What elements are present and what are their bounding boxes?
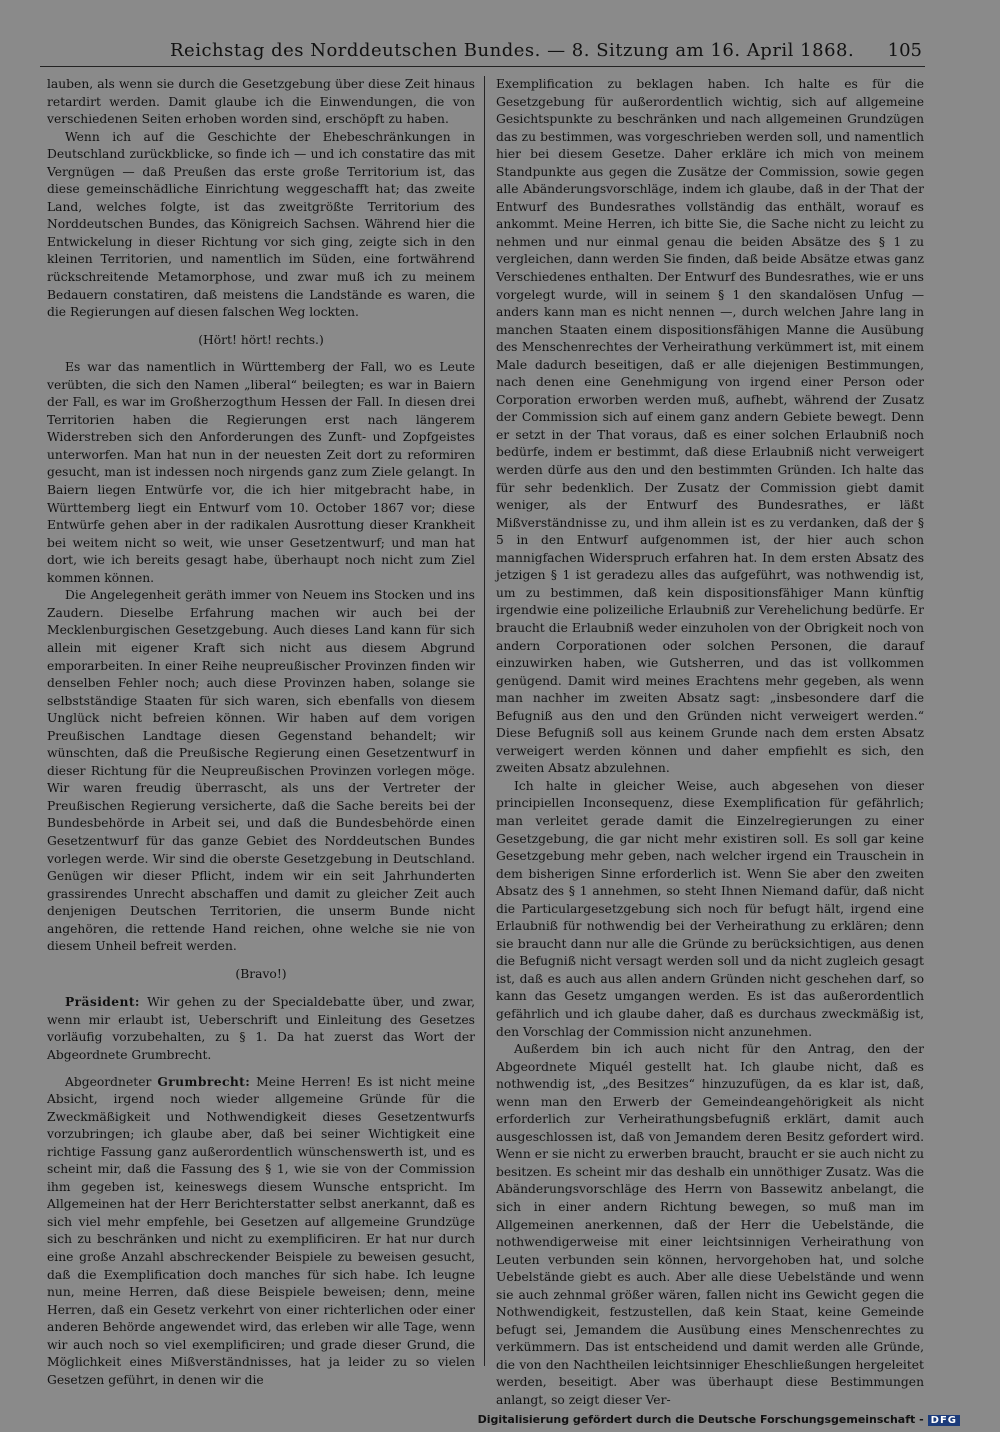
speaker-name: Grumbrecht: [157,1073,251,1089]
page-number: 105 [887,40,922,61]
speech-text: Meine Herren! Es ist nicht meine Absicht, irgend noch wieder allgemeine Gründe für die Zweckmäßigkeit und Nothwendigkeit dieses Gesetzentwurfs vorzubringen; ich glaube aber, daß bei seiner Wichtigkeit eine richtige Fassung ganz außerordentlich wünschenswerth ist, und es scheint mir, daß die Fassung des § 1, wie sie von der Commission ihm gegeben ist, keineswegs diesem Wunsche entspricht. Im Allgemeinen hat der Herr Berichterstatter selbst anerkannt, daß es sich viel mehr empfehle, bei Gesetzen auf allgemeine Grundzüge sich zu beschränken und nicht zu exemplificiren. Er hat nur durch eine große Anzahl abschreckender Beispiele zu beweisen gesucht, daß die Exemplification doch manches für sich habe. Ich leugne nun, meine Herren, daß diese Beispiele beweisen; denn, meine Herren, daß ein Gesetz verkehrt von einer richterlichen oder einer anderen Behörde angewendet wird, das erleben wir alle Tage, wenn wir auch noch so viel exemplificiren; und grade dieser Grund, die Möglichkeit eines Mißverständnisses, hat ja leider zu so vielen Gesetzen geführt, in denen wir die [47,1074,475,1387]
dfg-logo: DFG [928,1415,960,1426]
interjection: (Hört! hört! rechts.) [198,332,324,347]
paragraph: lauben, als wenn sie durch die Gesetzgebung über diese Zeit hinaus retardirt werden. Damit glaube ich die Einwendungen, die von verschiedenen Seiten erhoben worden sind, erschöpft zu haben. [47,77,475,127]
paragraph: Es war das namentlich in Württemberg der Fall, wo es Leute verübten, die sich den Namen „liberal“ beilegten; es war in Baiern der Fall, es war im Großherzogthum Hessen der Fall. In diesen drei Territorien haben die Regierungen erst nach längerem Widerstreben sich den Anforderungen des Zunft- und Zopfgeistes unterworfen. Man hat nun in der neuesten Zeit dort zu reformiren gesucht, man ist indessen noch nirgends ganz zum Ziele gelangt. In Baiern liegen Entwürfe vor, die ich hier mitgebracht habe, in Württemberg liegt ein Entwurf vom 10. October 1867 vor; diese Entwürfe gehen aber in der radikalen Ausrottung dieser Krankheit bei weitem nicht so weit, wie unser Gesetzentwurf; und man hat dort, wie ich bereits gesagt habe, überhaupt noch nicht zum Ziel kommen können. [47,360,475,585]
paragraph: Wenn ich auf die Geschichte der Ehebeschränkungen in Deutschland zurückblicke, so finde ich — und ich constatire das mit Vergnügen — daß Preußen das erste große Territorium ist, das diese gemeinschädliche Einrichtung weggeschafft hat; das zweite Land, welches folgte, ist das zweitgrößte Territorium des Norddeutschen Bundes, das Königreich Sachsen. Während hier die Entwickelung in dieser Richtung vor sich ging, zeigte sich in den kleinen Territorien, und namentlich im Süden, eine fortwährend rückschreitende Metamorphose, und zwar muß ich zu meinem Bedauern constatiren, daß meistens die Landstände es waren, die die Regierungen auf diesen falschen Weg lockten. [47,129,475,320]
column-divider [484,76,485,1366]
paragraph: Exemplification zu beklagen haben. Ich halte es für die Gesetzgebung für außerordentlich wichtig, sich auf allgemeine Gesichtspunkte zu beschränken und nach allgemeinen Grundzügen das zu bestimmen, was vorgeschrieben werden soll, und namentlich hier bei diesem Gesetze. Daher erkläre ich mich von meinem Standpunkte aus gegen die Zusätze der Commission, sowie gegen alle Abänderungsvorschläge, indem ich glaube, daß in der That der Entwurf des Bundesrathes vollständig das enthält, worauf es ankommt. Meine Herren, ich bitte Sie, die Sache nicht zu leicht zu nehmen und nur einmal genau die beiden Absätze des § 1 zu vergleichen, dann werden Sie finden, daß beide Absätze etwas ganz Verschiedenes enthalten. Der Entwurf des Bundesrathes, wie er uns vorgelegt wurde, will in seinem § 1 den skandalösen Unfug — anders kann man es nicht nennen —, durch welchen Jahre lang in manchen Staaten einem dispositionsfähigen Manne die Ausübung des Menschenrechtes der Verheirathung verkümmert ist, mit einem Male dadurch beseitigen, daß er alle diejenigen Bestimmungen, nach denen eine Genehmigung von irgend einer Person oder Corporation erworben werden muß, aufhebt, während der Zusatz der Commission sich auf einem ganz andern Gebiete bewegt. Denn er setzt in der That voraus, daß es einer solchen Erlaubniß noch bedürfe, indem er bestimmt, daß diese Erlaubniß nicht verweigert werden dürfe aus den und den bestimmten Gründen. Ich halte das für sehr bedenklich. Der Zusatz der Commission giebt damit weniger, als der Entwurf des Bundesrathes, er läßt Mißverständnisse zu, und ihm allein ist es zu verdanken, daß der § 5 in den Entwurf aufgenommen ist, der hier auch schon mannigfachen Widerspruch erfahren hat. In dem ersten Absatz des jetzigen § 1 ist geradezu alles das aufgeführt, was nothwendig ist, um zu bestimmen, daß kein dispositionsfähiger Mann künftig irgendwie eine polizeiliche Erlaubniß zur Verehelichung bedürfe. Er braucht die Erlaubniß weder einzuholen von der Obrigkeit noch von andern Corporationen oder solchen Personen, die darauf einzuwirken haben, wie Gutsherren, und das ist vollkommen genügend. Damit wird meines Erachtens mehr gegeben, als wenn man nachher im zweiten Absatz sagt: „insbesondere darf die Befugniß aus den und den Gründen nicht verweigert werden.“ Diese Befugniß soll aus keinem Grunde nach dem ersten Absatz verweigert werden können und daher empfiehlt es sich, den zweiten Absatz abzulehnen. [496,77,924,776]
interjection: (Bravo!) [235,966,287,981]
footer [0,1410,1000,1432]
left-column [47,76,475,1387]
paragraph: Ich halte in gleicher Weise, auch abgesehen von dieser principiellen Inconsequenz, diese Exemplification für gefährlich; man verleitet gerade damit die Einzelregierungen zu einer Gesetzgebung, die gar nicht mehr existiren soll. Es soll gar keine Gesetzgebung mehr geben, nach welcher irgend ein Trauschein in dem bisherigen Sinne erforderlich ist. Wenn Sie aber den zweiten Absatz des § 1 annehmen, so steht Ihnen Niemand dafür, daß nicht die Particulargesetzgebung sich noch für befugt hält, irgend eine Erlaubniß für nothwendig bei der Verheirathung zu erklären; denn sie braucht dann nur alle die Gründe zu berücksichtigen, aus denen die Befugniß nicht versagt werden soll und da nicht zugleich gesagt ist, daß es auch aus allen andern Gründen nicht geschehen darf, so kann das Gesetz umgangen werden. Es ist das außerordentlich gefährlich und ich glaube daher, daß es durchaus zweckmäßig ist, den Vorschlag der Commission nicht anzunehmen. [496,778,924,1039]
footer-credit [478,1413,960,1426]
header-rule [40,66,925,67]
paragraph: Außerdem bin ich auch nicht für den Antrag, den der Abgeordnete Miquél gestellt hat. Ich glaube nicht, daß es nothwendig ist, „des Besitzes“ hinzuzufügen, da es klar ist, daß, wenn man den Erwerb der Gemeindeangehörigkeit als nicht erforderlich zur Verheirathungsbefugniß erklärt, damit auch ausgeschlossen ist, daß von Jemandem deren Besitz gefordert wird. Wenn er sie nicht zu erwerben braucht, braucht er sie auch nicht zu besitzen. Es scheint mir das deshalb ein unnöthiger Zusatz. Was die Abänderungsvorschläge des Herrn von Bassewitz anbelangt, die sich in einer andern Richtung bewegen, so muß man im Allgemeinen anerkennen, daß der Herr die Uebelstände, die nothwendigerweise mit einer leichtsinnigen Verheirathung von Leuten verbunden sein können, hervorgehoben hat, und solche Uebelstände giebt es auch. Aber alle diese Uebelstände und wenn sie auch zehnmal größer wären, fallen nicht ins Gewicht gegen die Nothwendigkeit, festzustellen, daß kein Staat, keine Gemeinde befugt sei, Jemandem die Ausübung eines Menschenrechtes zu verkümmern. Das ist entscheidend und damit werden alle Gründe, die von den Nachtheilen leichtsinniger Eheschließungen hergeleitet werden, beseitigt. Aber was überhaupt diese Bestimmungen anlangt, so zeigt dieser Ver- [496,1042,924,1408]
speaker-prefix: Abgeordneter [65,1074,158,1089]
speech-grumbrecht [47,1073,475,1390]
footer-credit-text: Digitalisierung gefördert durch die Deutsche Forschungsgemeinschaft - [477,1413,924,1426]
page-header [40,38,930,68]
right-column [496,76,924,1408]
speech-text: Wir gehen zu der Specialdebatte über, und zwar, wenn mir erlaubt ist, Ueberschrift und Einleitung des Gesetzes vorläufig vorzubehalten, zu § 1. Da hat zuerst das Wort der Abgeordnete Grumbrecht. [47,995,475,1062]
paragraph: Die Angelegenheit geräth immer von Neuem ins Stocken und ins Zaudern. Dieselbe Erfahrung machen wir auch bei der Mecklenburgischen Gesetzgebung. Auch dieses Land kann für sich allein mit eigener Kraft sich nicht aus diesem Abgrund emporarbeiten. In einer Reihe neupreußischer Provinzen finden wir denselben Fehler noch; auch diese Provinzen haben, solange sie selbstständige Staaten für sich waren, sich ebenfalls von diesem Unglück nicht befreien können. Wir haben auf dem vorigen Preußischen Landtage diesen Gegenstand behandelt; wir wünschten, daß die Preußische Regierung einen Gesetzentwurf in dieser Richtung für die Neupreußischen Provinzen vorlegen möge. Wir waren freudig überrascht, als uns der Vertreter der Preußischen Regierung versicherte, daß die Sache bereits bei der Bundesbehörde in Arbeit sei, und daß die Bundesbehörde einen Gesetzentwurf für das ganze Gebiet des Norddeutschen Bundes vorlegen werde. Wir sind die oberste Gesetzgebung in Deutschland. Genügen wir dieser Pflicht, indem wir ein seit Jahrhunderten grassirendes Unrecht abschaffen und damit zu gleicher Zeit auch denjenigen Deutschen Territorien, die unserm Bunde nicht angehören, die rettende Hand reichen, ohne welche sie nie von diesem Unheil befreit werden. [47,588,475,954]
running-title: Reichstag des Norddeutschen Bundes. — 8. Sitzung am 16. April 1868. [170,40,855,61]
speech-president [47,993,475,1064]
speaker-name: Präsident: [65,994,140,1010]
